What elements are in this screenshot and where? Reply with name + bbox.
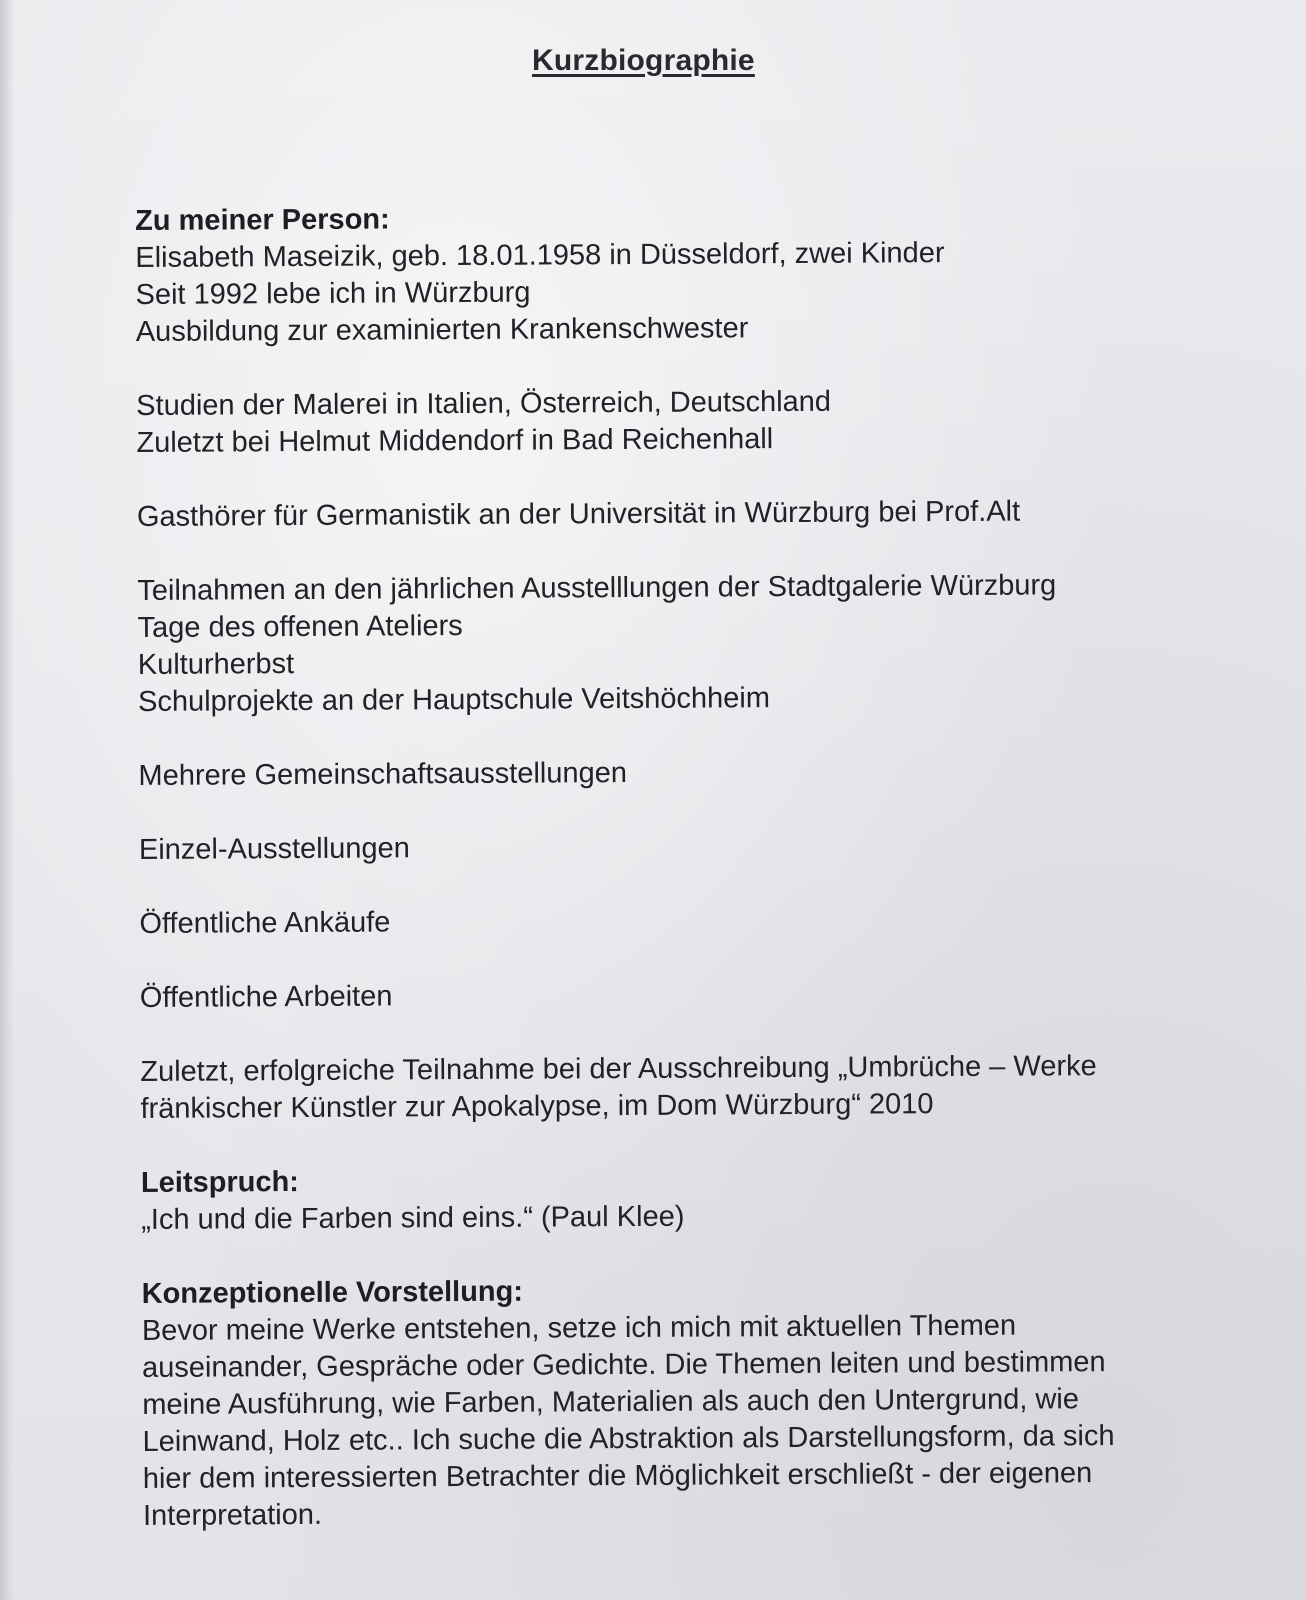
motto-heading: Leitspruch: <box>140 1166 299 1199</box>
guest-student-line: Gasthörer für Germanistik an der Universität in Würzburg bei Prof.Alt <box>136 495 1021 533</box>
concept-line-5: hier dem interessierten Betrachter die Möglichkeit erschließt - der eigenen <box>142 1457 1093 1495</box>
concept-heading: Konzeptionelle Vorstellung: <box>141 1275 524 1310</box>
section-latest <box>140 1047 1260 1128</box>
concept-line-3: meine Ausführung, wie Farben, Materialien als auch den Untergrund, wie <box>142 1383 1080 1421</box>
latest-line-1: Zuletzt, erfolgreiche Teilnahme bei der Ausschreibung „Umbrüche – Werke <box>140 1050 1097 1088</box>
person-heading: Zu meiner Person: <box>135 203 390 237</box>
participation-line-kulturherbst: Kulturherbst <box>137 648 295 681</box>
concept-line-2: auseinander, Gespräche oder Gedichte. Die Themen leiten und bestimmen <box>142 1346 1106 1384</box>
studies-line-teacher: Zuletzt bei Helmut Middendorf in Bad Reichenhall <box>136 423 774 459</box>
latest-line-2: fränkischer Künstler zur Apokalypse, im Dom Würzburg“ 2010 <box>140 1088 934 1125</box>
section-motto <box>141 1158 1261 1239</box>
participation-line-school-projects: Schulprojekte an der Hauptschule Veitshöchheim <box>137 682 771 718</box>
studies-line-countries: Studien der Malerei in Italien, Österreich, Deutschland <box>136 385 832 422</box>
person-line-training: Ausbildung zur examinierten Krankenschwester <box>135 312 749 348</box>
section-person <box>135 196 1256 351</box>
person-line-name: Elisabeth Maseizik, geb. 18.01.1958 in Düsseldorf, zwei Kinder <box>135 237 945 274</box>
group-exhibitions-line: Mehrere Gemeinschaftsausstellungen <box>138 757 628 792</box>
public-purchases-line: Öffentliche Ankäufe <box>139 906 391 940</box>
public-works-line: Öffentliche Arbeiten <box>139 980 393 1014</box>
section-participations <box>137 566 1258 721</box>
person-line-residence: Seit 1992 lebe ich in Würzburg <box>135 276 531 311</box>
section-studies <box>136 381 1256 462</box>
solo-exhibitions-line: Einzel-Ausstellungen <box>138 832 410 866</box>
concept-line-1: Bevor meine Werke entstehen, setze ich mich mit aktuellen Themen <box>141 1309 1017 1347</box>
participation-line-stadtgalerie: Teilnahmen an den jährlichen Ausstelllungen der Stadtgalerie Würzburg <box>137 569 1057 607</box>
motto-quote: „Ich und die Farben sind eins.“ (Paul Klee) <box>141 1200 685 1236</box>
concept-line-6: Interpretation. <box>142 1498 323 1532</box>
participation-line-open-studio: Tage des offenen Ateliers <box>137 610 463 644</box>
document-body <box>135 196 1263 1535</box>
document-title: Kurzbiographie <box>532 44 755 77</box>
concept-line-4: Leinwand, Holz etc.. Ich suche die Abstraktion als Darstellungsform, da sich <box>142 1420 1115 1458</box>
section-concept <box>142 1269 1264 1535</box>
